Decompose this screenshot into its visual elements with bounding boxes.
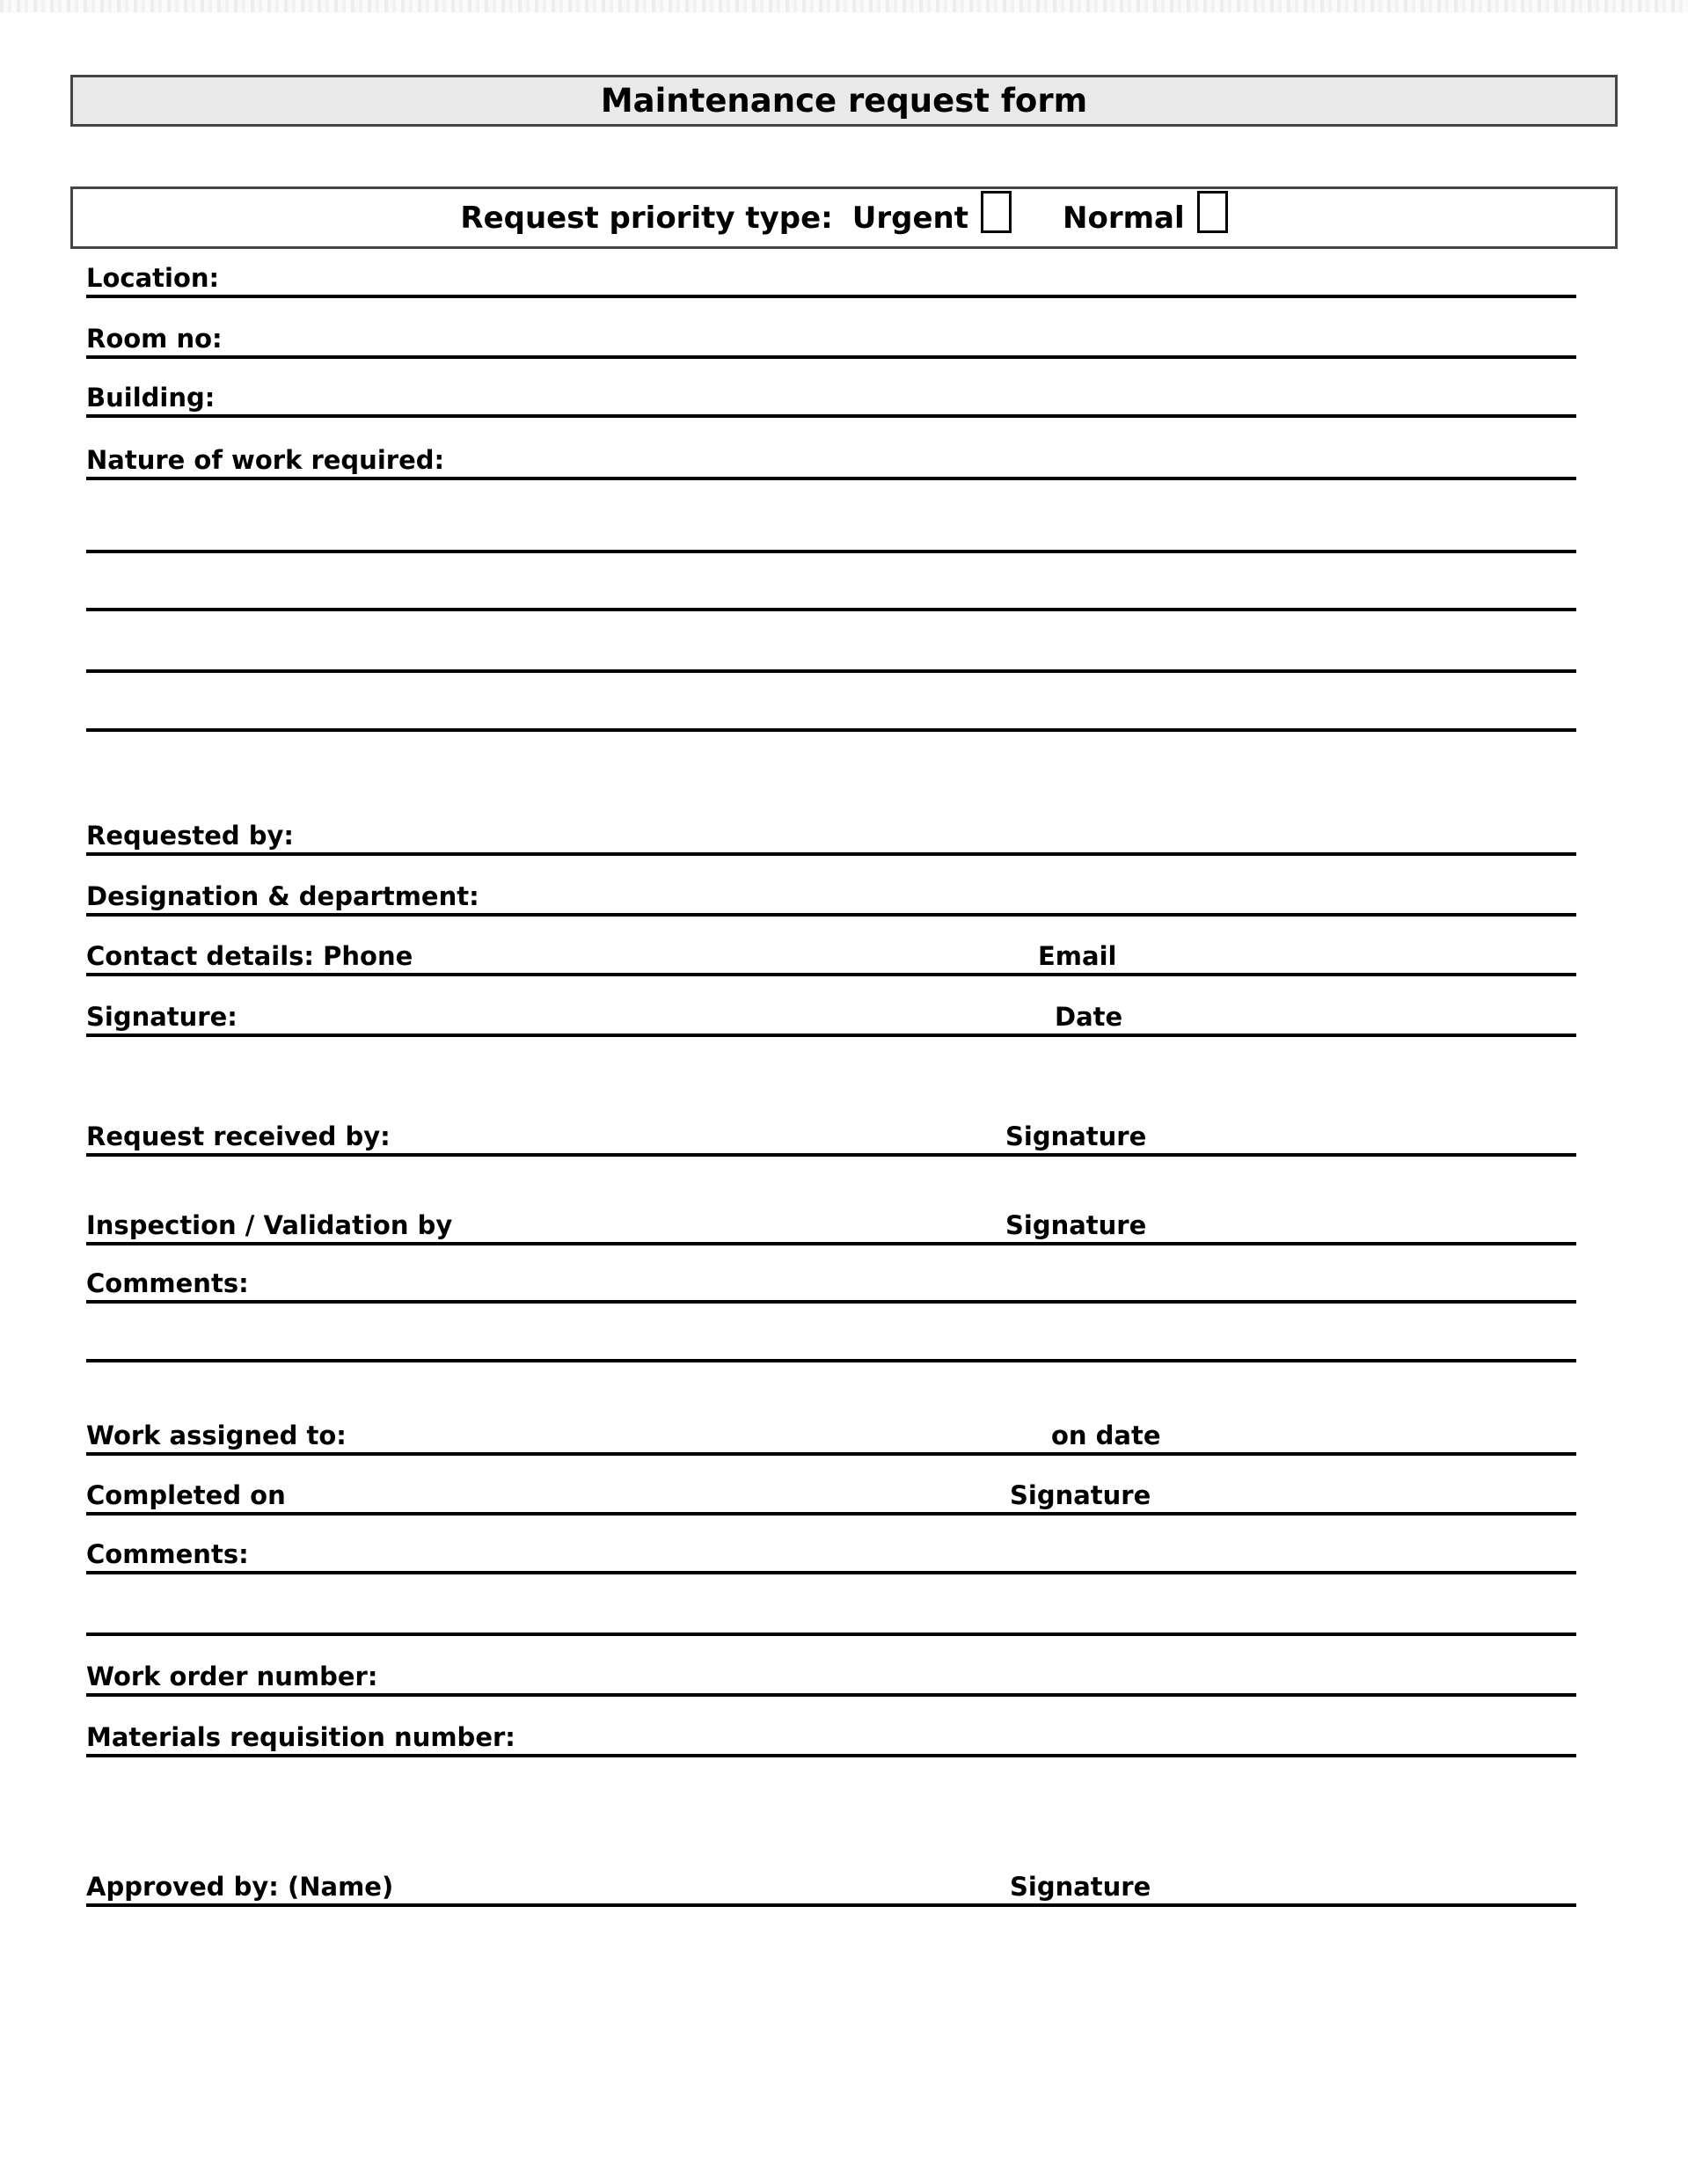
field-label-work-assigned-to: Work assigned to: xyxy=(86,1421,347,1450)
priority-section xyxy=(70,186,1618,249)
blank-line-blank-1 xyxy=(86,508,1576,553)
field-row-requested-by xyxy=(86,810,1576,856)
field-label-requested-by: Requested by: xyxy=(86,821,294,851)
field-label-approved-by: Approved by: (Name) xyxy=(86,1872,394,1902)
blank-line-blank-3 xyxy=(86,627,1576,673)
priority-label: Request priority type: xyxy=(460,200,833,236)
field-row-comments-2 xyxy=(86,1529,1576,1574)
field-label-designation-department: Designation & department: xyxy=(86,881,479,911)
field-label-signature: Signature xyxy=(1005,1210,1147,1240)
field-row-completed-on xyxy=(86,1470,1576,1516)
blank-line-blank-2 xyxy=(86,566,1576,611)
field-label-email: Email xyxy=(1038,941,1117,971)
field-label-nature-of-work: Nature of work required: xyxy=(86,445,445,475)
scan-noise-band xyxy=(0,0,1688,12)
field-label-request-received-by: Request received by: xyxy=(86,1121,391,1151)
field-row-contact-phone xyxy=(86,931,1576,976)
field-label-materials-requisition-number: Materials requisition number: xyxy=(86,1722,515,1752)
field-row-nature-of-work xyxy=(86,435,1576,480)
field-label-building: Building: xyxy=(86,383,216,413)
field-label-on-date: on date xyxy=(1051,1421,1161,1450)
field-row-work-assigned-to xyxy=(86,1410,1576,1456)
field-row-signature-requester xyxy=(86,991,1576,1037)
field-label-date: Date xyxy=(1055,1002,1123,1032)
field-label-completed-on: Completed on xyxy=(86,1480,286,1510)
blank-line-blank-4 xyxy=(86,686,1576,732)
urgent-checkbox[interactable] xyxy=(981,191,1012,233)
field-label-signature-requester: Signature: xyxy=(86,1002,237,1032)
blank-line-blank-5 xyxy=(86,1317,1576,1362)
normal-option-label: Normal xyxy=(1063,200,1185,236)
field-row-request-received-by xyxy=(86,1111,1576,1157)
field-row-location xyxy=(86,252,1576,298)
field-row-inspection-validation-by xyxy=(86,1200,1576,1245)
urgent-option-label: Urgent xyxy=(851,200,968,236)
field-label-signature: Signature xyxy=(1010,1480,1151,1510)
field-row-materials-requisition-number xyxy=(86,1712,1576,1757)
field-label-contact-phone: Contact details: Phone xyxy=(86,941,413,971)
field-row-room-no xyxy=(86,313,1576,359)
field-row-comments-1 xyxy=(86,1258,1576,1304)
field-label-work-order-number: Work order number: xyxy=(86,1662,378,1691)
field-label-comments-1: Comments: xyxy=(86,1268,249,1298)
field-label-comments-2: Comments: xyxy=(86,1539,249,1569)
field-row-designation-department xyxy=(86,871,1576,917)
field-label-signature: Signature xyxy=(1010,1872,1151,1902)
field-row-approved-by xyxy=(86,1861,1576,1907)
field-row-building xyxy=(86,372,1576,418)
blank-line-blank-6 xyxy=(86,1590,1576,1636)
form-title-bar xyxy=(70,75,1618,127)
normal-checkbox[interactable] xyxy=(1197,191,1228,233)
field-label-inspection-validation-by: Inspection / Validation by xyxy=(86,1210,453,1240)
priority-row xyxy=(460,197,1227,239)
field-label-room-no: Room no: xyxy=(86,324,223,354)
field-label-signature: Signature xyxy=(1005,1121,1147,1151)
field-label-location: Location: xyxy=(86,263,220,293)
page-title: Maintenance request form xyxy=(600,82,1088,120)
field-row-work-order-number xyxy=(86,1651,1576,1697)
